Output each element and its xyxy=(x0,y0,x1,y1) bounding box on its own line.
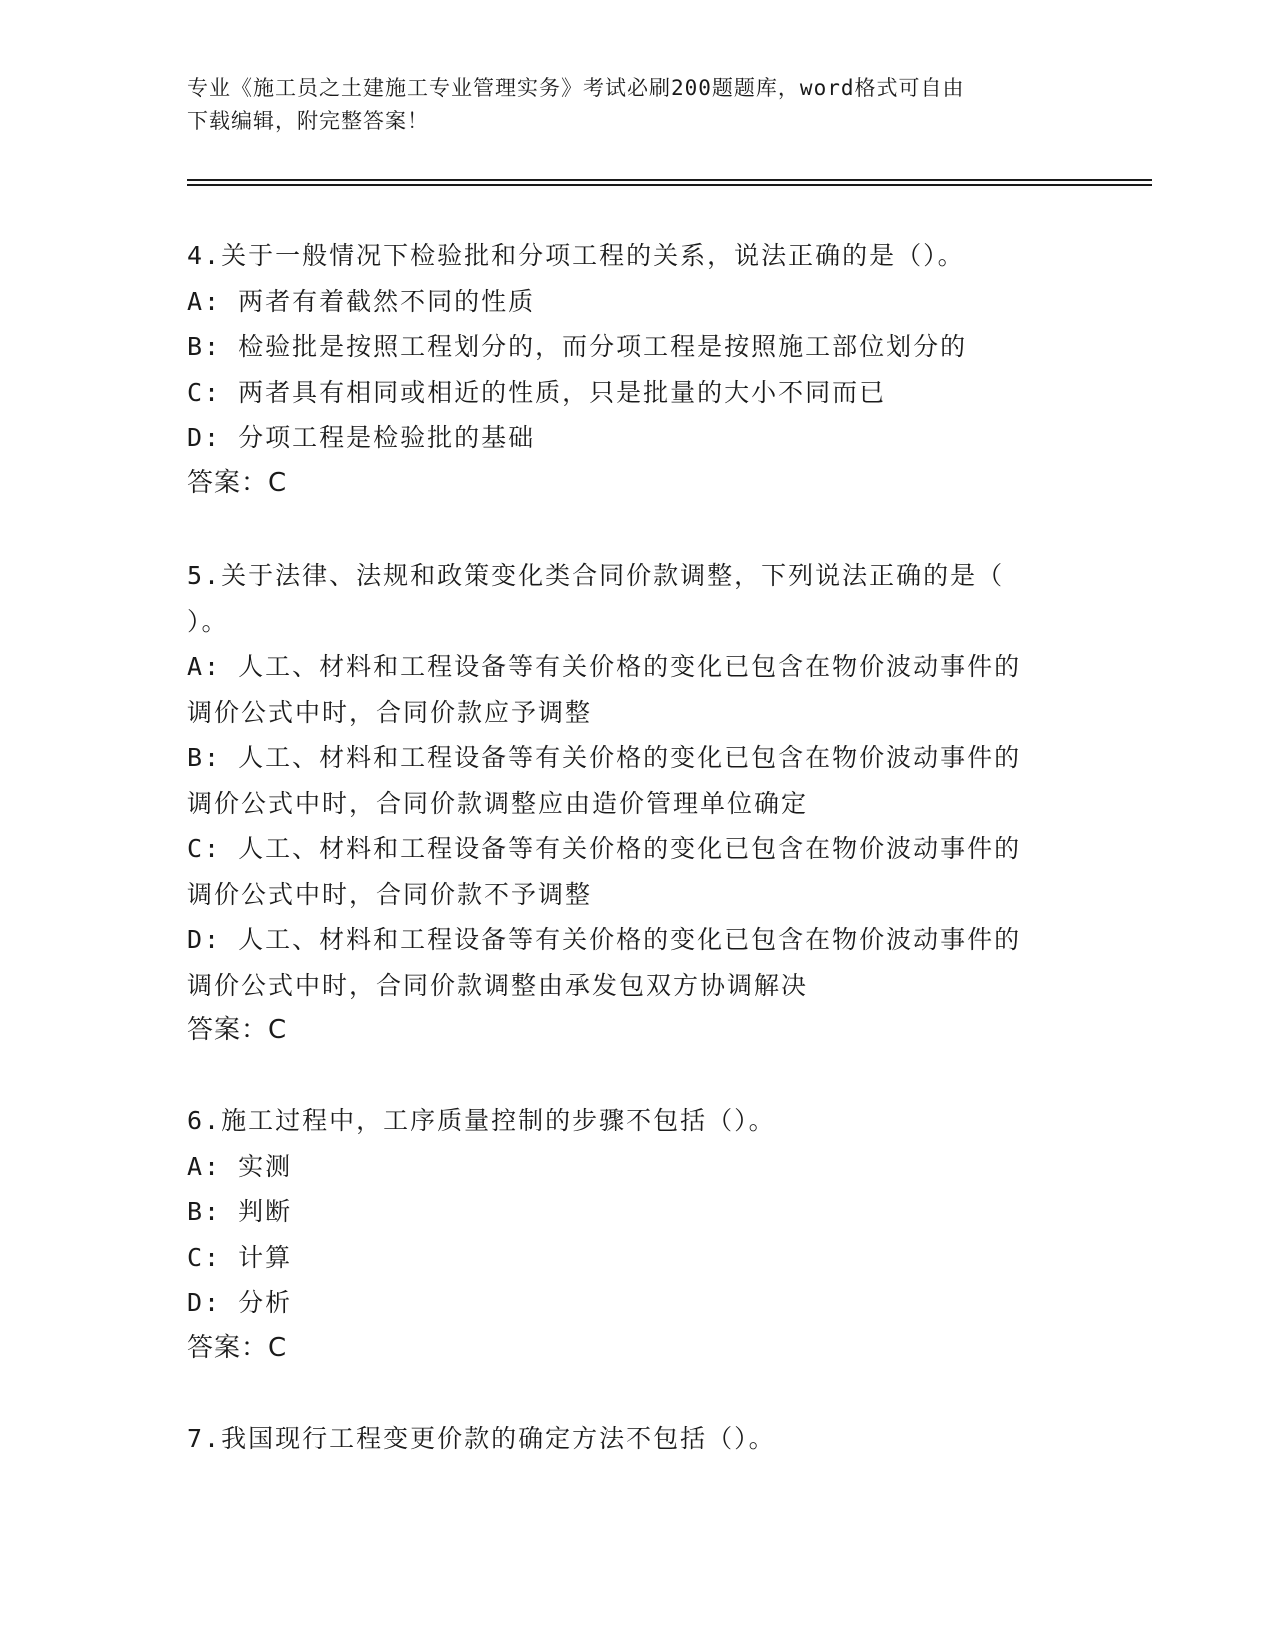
option-b: 调价公式中时，合同价款调整应由造价管理单位确定 xyxy=(187,788,809,818)
question-block xyxy=(187,1098,1087,1371)
question-block xyxy=(187,553,1087,1054)
option-c: C: 计算 xyxy=(187,1242,293,1272)
question-stem: 7.我国现行工程变更价款的确定方法不包括（）。 xyxy=(187,1424,776,1453)
header-divider xyxy=(187,184,1152,186)
answer-line: 答案：C xyxy=(187,467,288,498)
question-stem: 5.关于法律、法规和政策变化类合同价款调整，下列说法正确的是（ xyxy=(187,561,1005,590)
question-stem: 6.施工过程中，工序质量控制的步骤不包括（）。 xyxy=(187,1106,776,1135)
option-d: D: 分项工程是检验批的基础 xyxy=(187,423,536,452)
answer-line: 答案：C xyxy=(187,1015,288,1045)
question-block xyxy=(187,233,1087,506)
option-a: 调价公式中时，合同价款应予调整 xyxy=(187,697,593,727)
option-b: B: 判断 xyxy=(187,1197,293,1226)
option-d: 调价公式中时，合同价款调整由承发包双方协调解决 xyxy=(187,970,809,1000)
header-line: 下载编辑，附完整答案！ xyxy=(187,109,429,133)
header-divider xyxy=(187,179,1152,181)
option-d: D: 人工、材料和工程设备等有关价格的变化已包含在物价波动事件的 xyxy=(187,925,1022,954)
option-d: D: 分析 xyxy=(187,1288,293,1317)
document-header xyxy=(187,72,1067,138)
option-c: C: 两者具有相同或相近的性质，只是批量的大小不同而已 xyxy=(187,377,887,407)
answer-line: 答案：C xyxy=(187,1332,288,1363)
option-b: B: 人工、材料和工程设备等有关价格的变化已包含在物价波动事件的 xyxy=(187,743,1022,772)
option-b: B: 检验批是按照工程划分的，而分项工程是按照施工部位划分的 xyxy=(187,332,968,361)
option-a: A: 实测 xyxy=(187,1151,293,1181)
option-a: A: 人工、材料和工程设备等有关价格的变化已包含在物价波动事件的 xyxy=(187,652,1022,681)
question-stem: ）。 xyxy=(187,606,229,636)
header-line: 专业《施工员之土建施工专业管理实务》考试必刷200题题库，word格式可自由 xyxy=(187,76,965,100)
option-c: C: 人工、材料和工程设备等有关价格的变化已包含在物价波动事件的 xyxy=(187,834,1022,863)
question-block xyxy=(187,1416,1087,1462)
question-stem: 4.关于一般情况下检验批和分项工程的关系，说法正确的是（）。 xyxy=(187,241,965,270)
option-a: A: 两者有着截然不同的性质 xyxy=(187,286,536,316)
option-c: 调价公式中时，合同价款不予调整 xyxy=(187,879,593,909)
